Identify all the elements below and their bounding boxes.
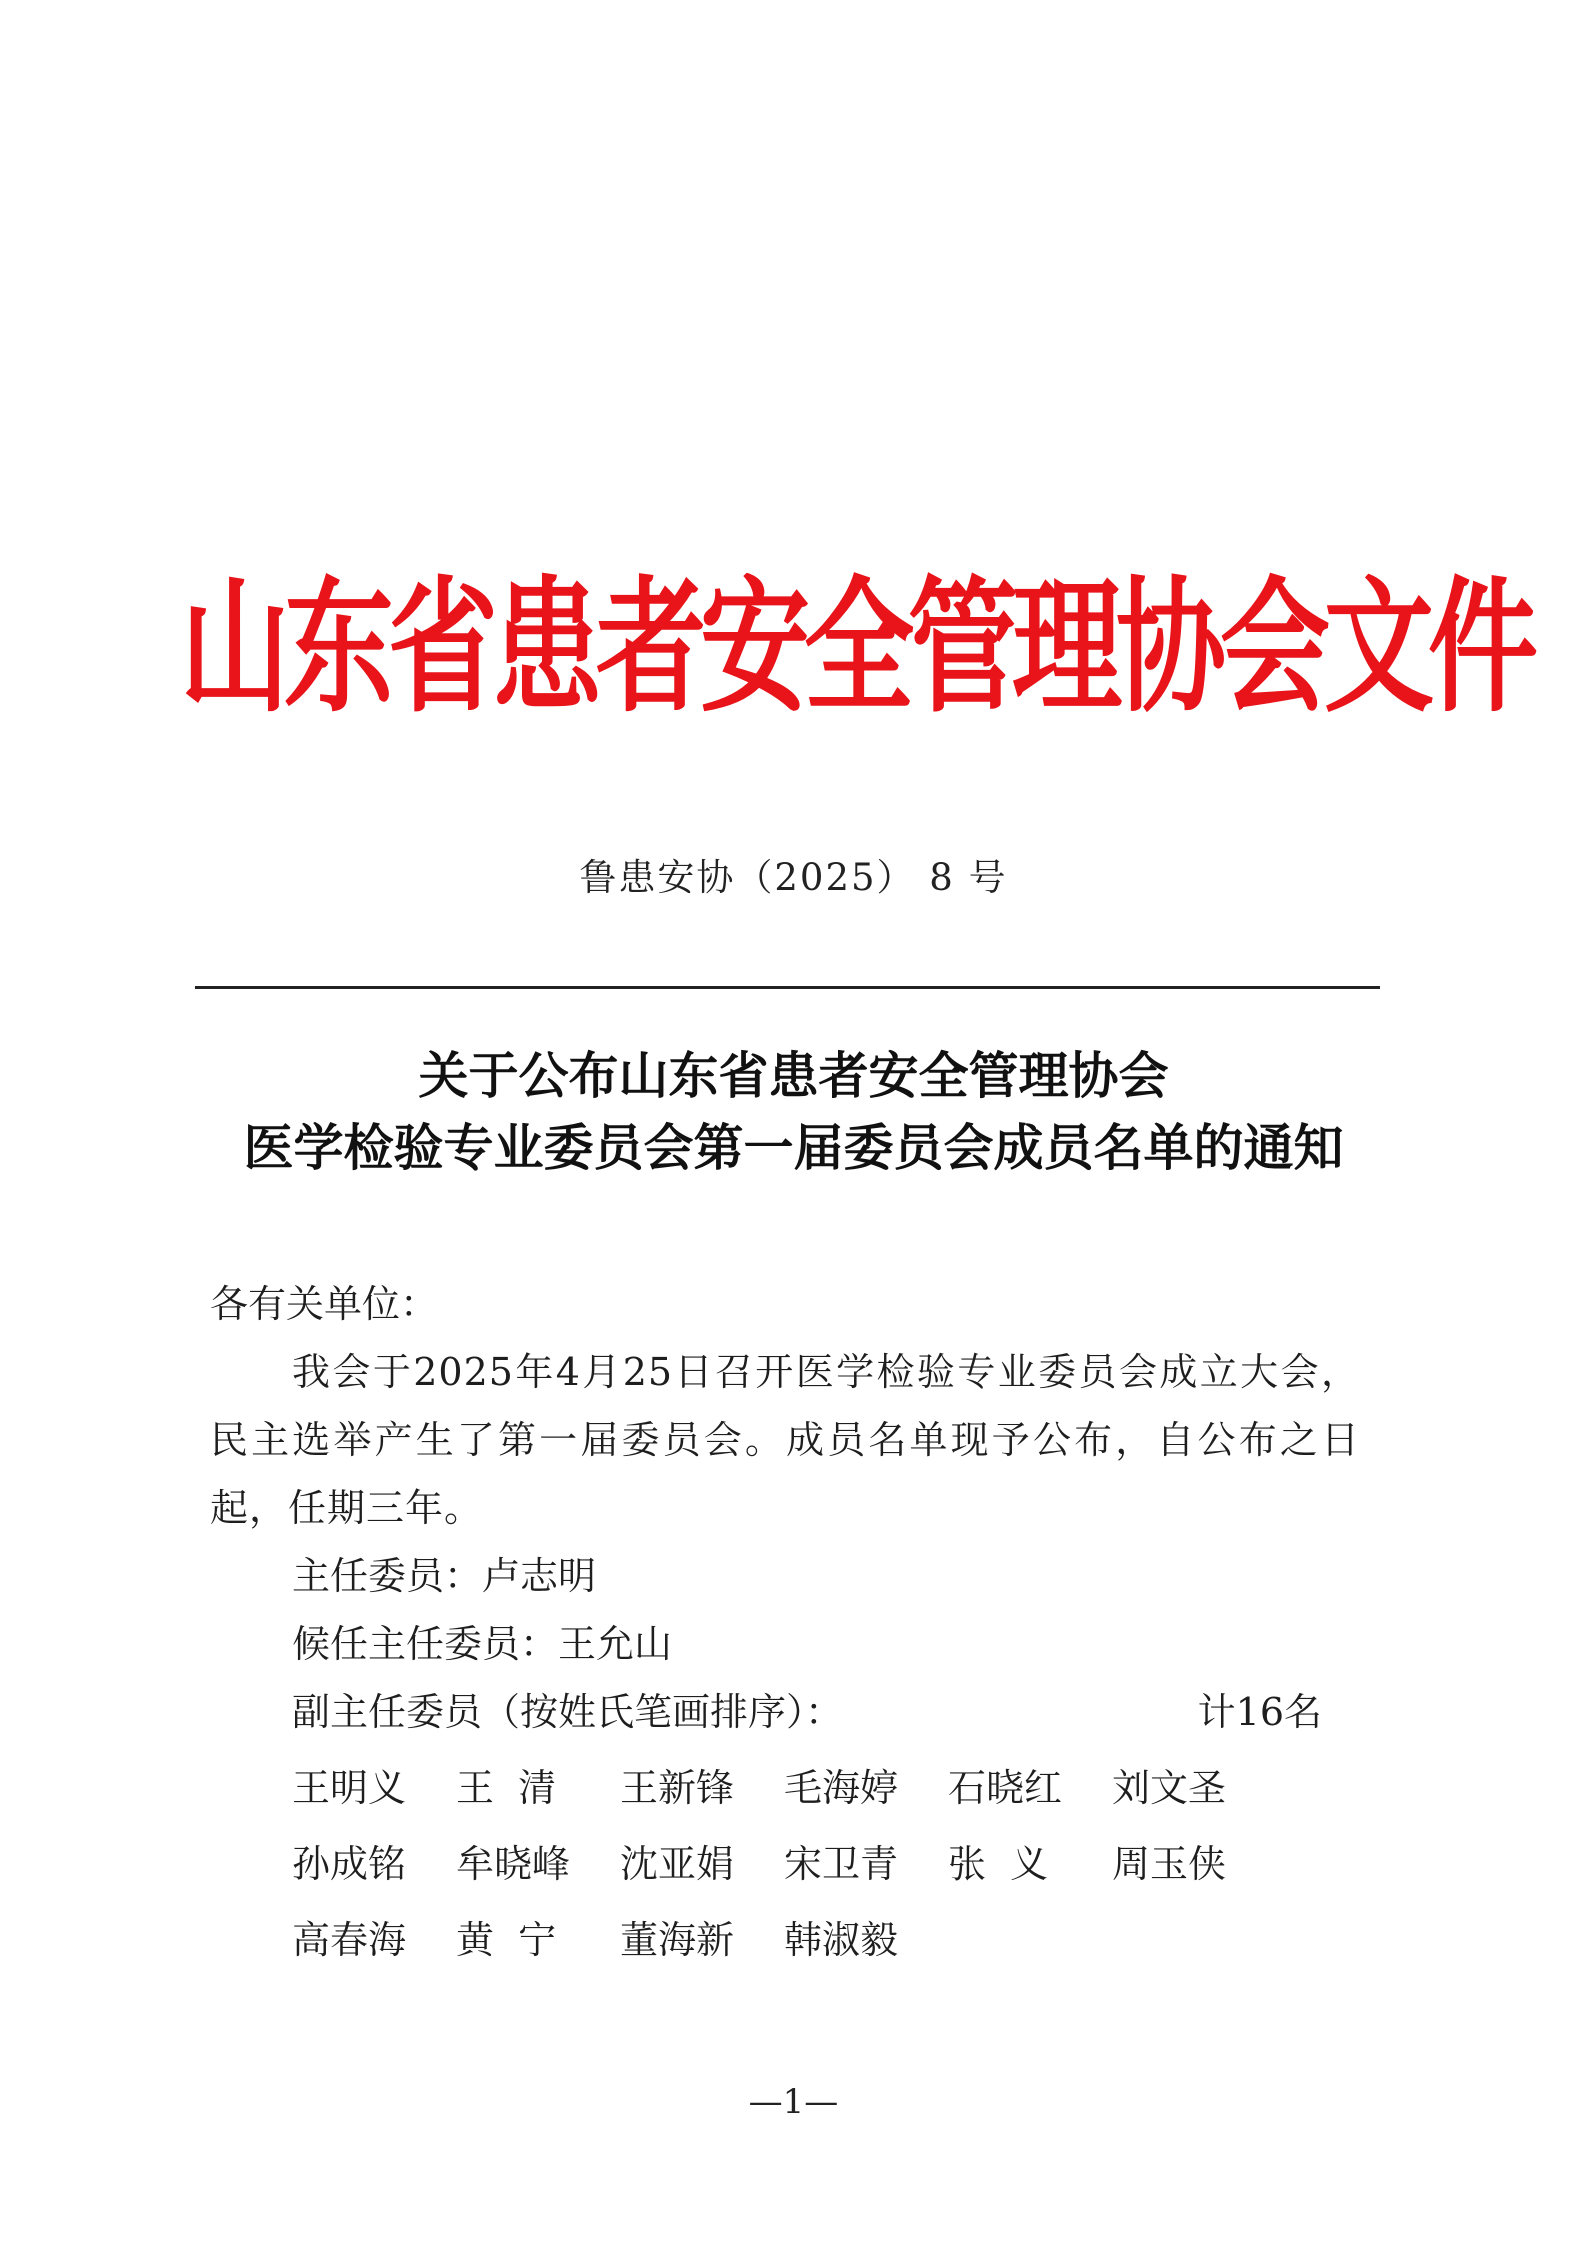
member-name: 周玉侠 [1112,1842,1227,1886]
name-row [292,1902,1360,1978]
member-name: 王 清 [456,1766,557,1810]
name-row [292,1826,1360,1902]
notice-title-line-1: 关于公布山东省患者安全管理协会 [418,1047,1169,1105]
member-name: 孙成铭 [292,1842,407,1886]
notice-title [0,1040,1587,1184]
member-name: 石晓红 [948,1766,1063,1810]
vice-chair-list [210,1750,1360,1978]
member-name: 王新锋 [620,1766,735,1810]
member-name: 黄 宁 [456,1918,557,1962]
name-row [292,1750,1360,1826]
chair-line: 主任委员：卢志明 [292,1554,597,1598]
member-name: 张 义 [948,1842,1049,1886]
vice-chair-heading-label: 副主任委员（按姓氏笔画排序）： [292,1690,844,1734]
member-name: 韩淑毅 [784,1918,899,1962]
vice-chair-count: 计16名 [1197,1690,1322,1734]
member-name: 王明义 [292,1766,407,1810]
main-paragraph: 我会于2025年4月25日召开医学检验专业委员会成立大会，民主选举产生了第一届委员会。成员名单现予公布，自公布之日起，任期三年。 [210,1350,1360,1530]
notice-title-line-2: 医学检验专业委员会第一届委员会成员名单的通知 [243,1119,1344,1177]
member-name: 高春海 [292,1918,407,1962]
member-name: 宋卫青 [784,1842,899,1886]
salutation: 各有关单位： [210,1282,439,1326]
member-name: 董海新 [620,1918,735,1962]
chair-elect-line: 候任主任委员：王允山 [292,1622,673,1666]
vice-chair-heading [210,1678,1322,1746]
member-name: 刘文圣 [1112,1766,1227,1810]
header-divider [195,986,1380,989]
letterhead-title: 山东省患者安全管理协会文件 [180,561,1532,732]
page-number: —1— [748,2082,839,2122]
notice-body [210,1270,1360,1978]
member-name: 沈亚娟 [620,1842,735,1886]
member-name: 毛海婷 [784,1766,899,1810]
member-name: 牟晓峰 [456,1842,571,1886]
document-number: 鲁患安协（2025） 8 号 [579,856,1008,899]
